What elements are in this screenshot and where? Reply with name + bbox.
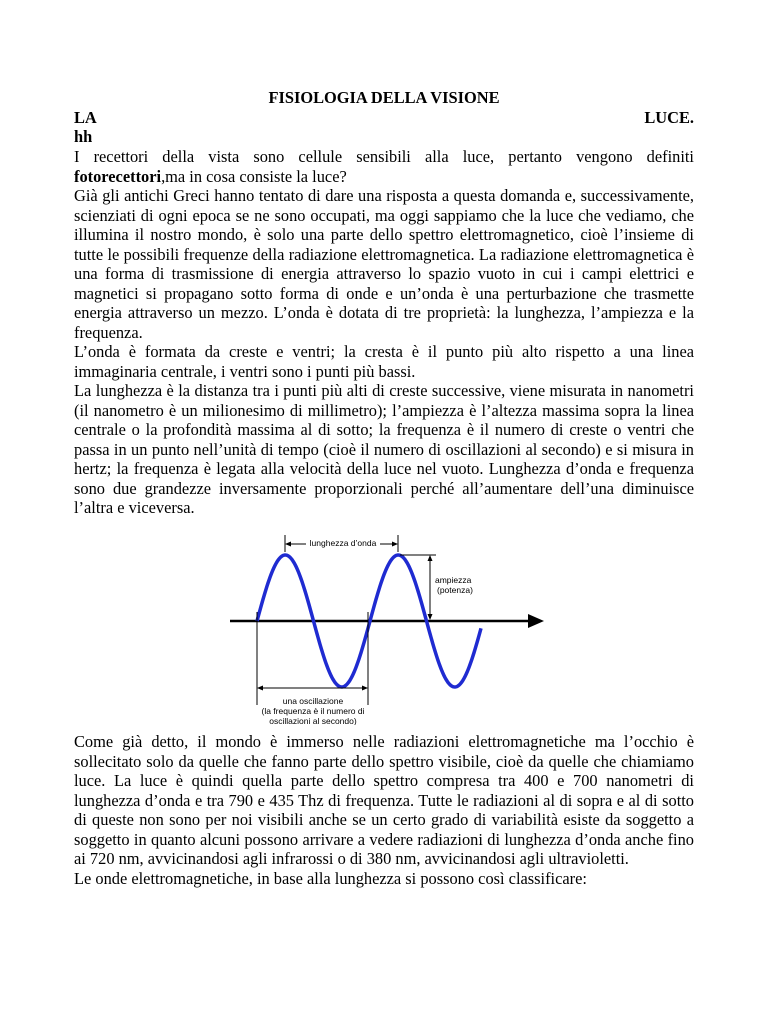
page-title: FISIOLOGIA DELLA VISIONE	[268, 88, 500, 107]
paragraph-2: Già gli antichi Greci hanno tentato di dare una risposta a questa domanda e, successivamente, scienziati di ogni epoca se ne sono occupati, ma oggi sappiamo che la luce che vediamo, che illumina il nostro mondo, è solo una parte dello spettro elettromagnetico, cioè l’insieme di tutte le possibili frequenze della radiazione elettromagnetica. La radiazione elettromagnetica è una forma di trasmissione di energia attraverso lo spazio vuoto in cui i campi elettrici e magnetici si propagano sotto forma di onde e un’onda è una perturbazione che trasmette energia attraverso un mezzo. L’onda è dotata di tre proprietà: la lunghezza, l’ampiezza e la frequenza.	[74, 186, 694, 342]
wave-diagram	[228, 530, 544, 725]
arrowhead-icon	[285, 542, 291, 547]
arrowhead-icon	[362, 686, 368, 691]
heading-sub: hh	[74, 127, 93, 146]
oscillation-note-2: oscillazioni al secondo)	[269, 716, 357, 725]
intro-text	[74, 147, 694, 518]
heading-right: LUCE.	[644, 108, 694, 127]
oscillation-label: una oscillazione	[282, 696, 344, 706]
paragraph-3: L’onda è formata da creste e ventri; la cresta è il punto più alto rispetto a una linea immaginaria centrale, i ventri sono i punti più bassi.	[74, 342, 694, 381]
p1-before: I recettori della vista sono cellule sensibili alla luce, pertanto vengono definiti	[74, 147, 694, 166]
paragraph-4: La lunghezza è la distanza tra i punti più alti di creste successive, viene misurata in nanometri (il nanometro è un milionesimo di millimetro); l’ampiezza è l’altezza massima sopra la linea centrale o la profondità massima al di sotto; la frequenza è il numero di creste o ventri che passa in un punto nell’unità di tempo (cioè il numero di oscillazioni al secondo) e si misura in hertz; la frequenza è legata alla velocità della luce nel vuoto. Lunghezza d’onda e frequenza sono due grandezze inversamente proporzionali perché all’aumentare dell’una diminuisce l’altra e viceversa.	[74, 381, 694, 517]
arrowhead-icon	[428, 614, 433, 620]
amplitude-label: ampiezza	[435, 575, 472, 585]
arrowhead-icon	[392, 542, 398, 547]
arrowhead-icon	[428, 555, 433, 561]
axis-arrow-icon	[528, 614, 544, 628]
arrowhead-icon	[257, 686, 263, 691]
p1-after: ,ma in cosa consiste la luce?	[161, 166, 347, 186]
paragraph-5: Come già detto, il mondo è immerso nelle radiazioni elettromagnetiche ma l’occhio è sollecitato solo da quelle che fanno parte dello spettro visibile, cioè da quelle che chiamiamo luce. La luce è quindi quella parte dello spettro compresa tra 400 e 700 nanometri di lunghezza d’onda e tra 790 e 435 Thz di frequenza. Tutte le radiazioni al di sopra e al di sotto di queste non sono per noi visibili anche se un certo grado di variabilità esiste da soggetto a soggetto in quanto alcuni possono arrivare a vedere radiazioni di lunghezza d’onda anche fino ai 720 nm, avvicinandosi agli infrarossi o di 380 nm, avvicinandosi agli ultravioletti.	[74, 732, 694, 868]
paragraph-1	[74, 147, 694, 186]
closing-text	[74, 732, 694, 888]
oscillation-note-1: (la frequenza è il numero di	[261, 706, 365, 716]
p1-bold-term: fotorecettori	[74, 166, 162, 186]
paragraph-6: Le onde elettromagnetiche, in base alla lunghezza si possono così classificare:	[74, 868, 587, 888]
heading-left: LA	[74, 108, 97, 127]
heading-row	[74, 108, 694, 128]
wavelength-label: lunghezza d’onda	[309, 538, 377, 548]
amplitude-sub-label: (potenza)	[437, 585, 473, 595]
